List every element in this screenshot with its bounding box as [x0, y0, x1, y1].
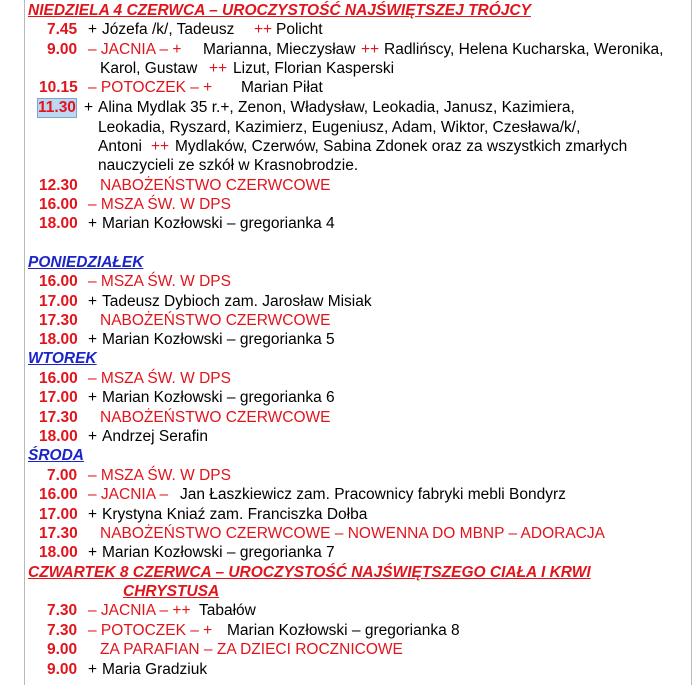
intention-text: Marian Kozłowski – gregorianka 6: [102, 389, 335, 406]
mass-time: 7.30: [47, 622, 78, 639]
intention-text: Karol, Gustaw: [100, 60, 198, 77]
mass-time: 12.30: [39, 177, 78, 194]
service-label: – MSZA ŚW. W DPS: [88, 370, 231, 387]
intention-text: Tadeusz Dybioch zam. Jarosław Misiak: [102, 293, 372, 310]
right-margin-line: [691, 0, 692, 685]
intention-text: Maria Gradziuk: [102, 661, 208, 678]
intention-text: Leokadia, Ryszard, Kazimierz, Eugeniusz, Adam, Wiktor, Czesława/k/,: [98, 119, 581, 136]
service-label: – MSZA ŚW. W DPS: [88, 273, 231, 290]
intention-text: Marian Piłat: [241, 79, 323, 96]
mass-time: 17.30: [39, 312, 78, 329]
day-header-tuesday: WTOREK: [28, 350, 97, 367]
mass-time: 18.00: [39, 215, 78, 232]
place-label: – JACNIA – ++: [88, 602, 191, 619]
day-header-thursday: CZWARTEK 8 CZERWCA – UROCZYSTOŚĆ NAJŚWIĘTSZEGO CIAŁA I KRWI: [28, 564, 591, 581]
mass-time: 7.30: [47, 602, 78, 619]
mass-time: 17.30: [39, 409, 78, 426]
place-label: – JACNIA – +: [88, 41, 182, 58]
intention-text: Lizut, Florian Kasperski: [233, 60, 395, 77]
mass-time: 17.00: [39, 506, 78, 523]
mass-time: 18.00: [39, 544, 78, 561]
plus-mark: +: [88, 506, 98, 523]
plus-mark: +: [88, 293, 98, 310]
plus-mark: +: [88, 21, 98, 38]
mass-time-selected[interactable]: 11.30: [38, 99, 76, 116]
service-label: – MSZA ŚW. W DPS: [88, 467, 231, 484]
left-margin-line: [24, 0, 25, 685]
intention-text: Marian Kozłowski – gregorianka 8: [227, 622, 460, 639]
service-label: NABOŻEŃSTWO CZERWCOWE – NOWENNA DO MBNP – ADORACJA: [100, 525, 605, 542]
plus-mark: +: [88, 544, 98, 561]
mass-time: 7.45: [47, 21, 78, 38]
mass-time: 16.00: [39, 370, 78, 387]
mass-time: 16.00: [39, 273, 78, 290]
intention-text: Marian Kozłowski – gregorianka 7: [102, 544, 335, 561]
mass-time: 18.00: [39, 331, 78, 348]
plus-mark: +: [88, 428, 98, 445]
intention-text: Antoni: [98, 138, 142, 155]
intention-text: Jan Łaszkiewicz zam. Pracownicy fabryki mebli Bondyrz: [180, 486, 566, 503]
service-label: NABOŻEŃSTWO CZERWCOWE: [100, 177, 331, 194]
mass-time: 9.00: [47, 661, 78, 678]
mass-time: 7.00: [47, 467, 78, 484]
intention-text: Józefa /k/, Tadeusz: [102, 21, 235, 38]
service-label: NABOŻEŃSTWO CZERWCOWE: [100, 409, 331, 426]
mass-time: 9.00: [47, 641, 78, 658]
double-plus-mark: ++: [209, 60, 228, 77]
mass-time: 16.00: [39, 196, 78, 213]
plus-mark: +: [88, 331, 98, 348]
mass-time: 17.00: [39, 389, 78, 406]
intention-text: Alina Mydlak 35 r.+, Zenon, Władysław, Leokadia, Janusz, Kazimiera,: [98, 99, 575, 116]
intention-text: Marianna, Mieczysław: [203, 41, 356, 58]
plus-mark: +: [88, 389, 98, 406]
place-label: – JACNIA –: [88, 486, 169, 503]
intention-text: Marian Kozłowski – gregorianka 5: [102, 331, 335, 348]
mass-time: 10.15: [39, 79, 78, 96]
double-plus-mark: ++: [151, 138, 170, 155]
place-label: – POTOCZEK – +: [88, 79, 213, 96]
intention-text: Krystyna Kniaź zam. Franciszka Dołba: [102, 506, 368, 523]
intention-text: nauczycieli ze szkół w Krasnobrodzie.: [98, 157, 359, 174]
intention-text: Andrzej Serafin: [102, 428, 208, 445]
day-header-monday: PONIEDZIAŁEK: [28, 254, 144, 271]
service-label: NABOŻEŃSTWO CZERWCOWE: [100, 312, 331, 329]
intention-text: Policht: [276, 21, 323, 38]
intention-text: Radlińscy, Helena Kucharska, Weronika,: [384, 41, 664, 58]
plus-mark: +: [88, 661, 98, 678]
plus-mark: +: [84, 99, 94, 116]
intention-text: Marian Kozłowski – gregorianka 4: [102, 215, 335, 232]
double-plus-mark: ++: [254, 21, 273, 38]
double-plus-mark: ++: [361, 41, 380, 58]
mass-time: 17.30: [39, 525, 78, 542]
day-header-thursday-cont: CHRYSTUSA: [123, 583, 220, 600]
mass-time: 16.00: [39, 486, 78, 503]
place-label: – POTOCZEK – +: [88, 622, 213, 639]
plus-mark: +: [88, 215, 98, 232]
service-label: – MSZA ŚW. W DPS: [88, 196, 231, 213]
day-header-sunday: NIEDZIELA 4 CZERWCA – UROCZYSTOŚĆ NAJŚWIĘTSZEJ TRÓJCY: [28, 2, 531, 19]
intention-text: Mydlaków, Czerwów, Sabina Zdonek oraz za wszystkich zmarłych: [175, 138, 628, 155]
intention-text: Tabałów: [199, 602, 256, 619]
mass-time: 18.00: [39, 428, 78, 445]
day-header-wednesday: ŚRODA: [28, 447, 84, 464]
mass-time: 9.00: [47, 41, 78, 58]
mass-time: 17.00: [39, 293, 78, 310]
service-label: ZA PARAFIAN – ZA DZIECI ROCZNICOWE: [100, 641, 403, 658]
